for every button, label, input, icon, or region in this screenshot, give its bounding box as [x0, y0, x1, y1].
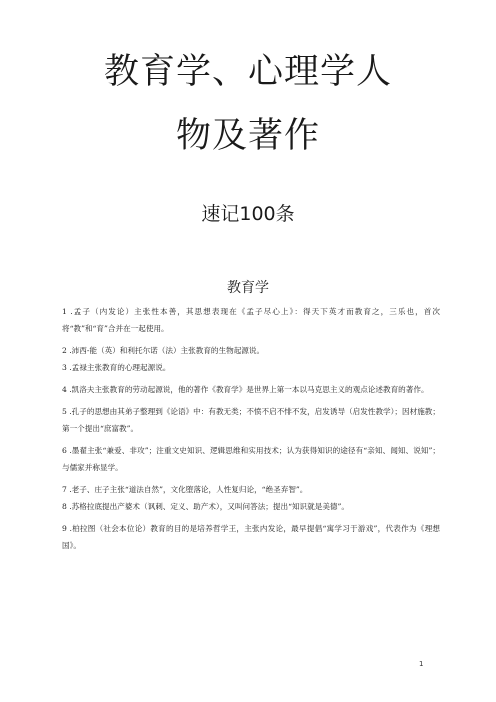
list-item: 9 .柏拉图（社会本位论）教育的目的是培养哲学王，主张内发论，最早提倡“寓学习于游戏”，代表作为《理想国》。	[62, 524, 440, 550]
list-item: 5 .孔子的思想由其弟子整理到《论语》中：有教无类；不愤不启不悱不发，启发诱导（启发性教学）；因材施教；第一个提出“庶富教”。	[62, 407, 440, 433]
list-item: 3 .孟禄主张教育的心理起源说。	[62, 363, 171, 372]
title-line-2: 物及著作	[175, 116, 320, 156]
list-item: 6 .墨翟主张“兼爱、非攻”；注重文史知识、逻辑思维和实用技术；认为获得知识的途径有“亲知、闻知、说知”；与儒家并称显学。	[62, 446, 440, 472]
list-item: 4 .凯洛夫主张教育的劳动起源说，他的著作《教育学》是世界上第一本以马克思主义的观点论述教育的著作。	[62, 385, 429, 394]
page-number: 1	[419, 660, 424, 668]
subtitle: 速记100条	[201, 203, 295, 225]
list-item: 7 .老子、庄子主张“道法自然”，文化堕落论，人性复归论，“绝圣弃智”。	[62, 485, 308, 494]
list-item: 8 .苏格拉底提出产婆术（讽刺、定义、助产术），又叫问答法；提出“知识就是美德”。	[62, 502, 349, 511]
section-heading: 教育学	[227, 280, 269, 296]
title-line-1: 教育学、心理学人	[103, 52, 392, 92]
list-item: 1 .孟子（内发论）主张性本善，其思想表现在《孟子尽心上》：得天下英才而教育之，三乐也，首次将“教”和“育”合并在一起使用。	[62, 307, 440, 333]
item-list	[62, 303, 440, 554]
list-item: 2 .沛西-能（英）和利托尔诺（法）主张教育的生物起源说。	[62, 346, 265, 355]
